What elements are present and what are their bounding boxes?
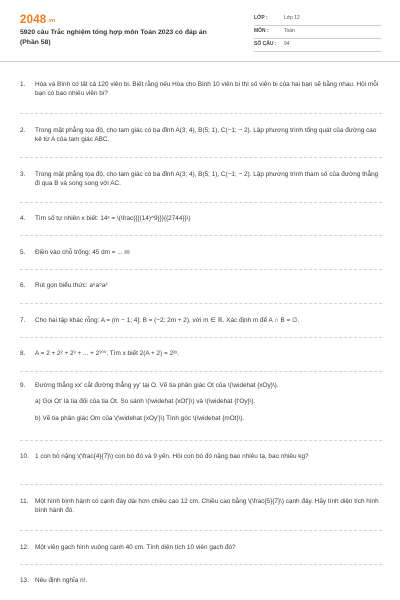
question-divider [20,303,382,304]
question-item: 4. Tìm số tự nhiên x biết: 14ˣ = \(\frac{{{(14)^9}}}{{2744}}\) [20,215,191,222]
question-divider [20,530,382,531]
question-item: 10. 1 con bò nặng \(\frac{4}{7}\) con bò đó và 9 yến. Hỏi con bò đó nặng bao nhiêu tạ, bao nhiêu kg? [20,453,309,460]
question-divider [20,202,382,203]
question-divider [20,157,382,158]
document-header [0,0,400,62]
document-title: 5920 câu Trắc nghiệm tổng hợp môn Toán 2023 có đáp án (Phần 58) [20,29,207,47]
question-item: 13. Nêu định nghĩa n!. [20,577,88,584]
question-item: 9. Đường thẳng xx' cắt đường thẳng yy' tại O. Vẽ tia phân giác Ot của \(\widehat {xOy}\). a) Gọi Ot' là tia đối của tia Ot. So sánh \(\widehat {xOt'}\) và \(\widehat {t'Oy}\). b) Vẽ tia phân giác Om của \(\widehat {xOy'}\) Tính góc \(\widehat {mOt}\). [20,381,382,423]
meta-row-count: SỐ CÂU : 94 [254,39,382,52]
question-divider [20,235,382,236]
meta-row-subject: MÔN : Toán [254,26,382,39]
meta-row-class: LỚP : Lớp 12 [254,13,382,26]
question-item: 3. Trong mặt phẳng tọa độ, cho tam giác có ba đỉnh A(3; 4), B(5; 1), C(−1; − 2). Lập phương trình tham số của đường thẳng đi qua B và song song với AC. [20,171,379,188]
question-item: 1. Hòa và Bình có tất cả 120 viên bi. Biết rằng nếu Hòa cho Bình 10 viên bi thì số viên bi của hai bạn sẽ bằng nhau. Hỏi mỗi bạn có bao nhiêu viên bi? [20,81,379,98]
question-divider [20,440,382,441]
question-divider [20,484,382,485]
question-item: 2. Trong mặt phẳng tọa độ, cho tam giác có ba đỉnh A(3; 4), B(5; 1), C(−1; − 2). Lập phương trình tổng quát của đường cao kẻ từ A của tam giác ABC. [20,127,377,144]
question-item: 12. Một viên gạch hình vuông cạnh 40 cm. Tính diện tích 10 viên gạch đó? [20,544,236,551]
question-item: 11. Một hình bình hành có cạnh đáy dài hơn chiều cao 12 cm. Chiều cao bằng \(\frac{5}{7}\) cạnh đáy. Hãy tính diện tích hình bình hành đó. [20,498,379,515]
site-logo[interactable]: 2048.vn [20,14,56,26]
sub-question: a) Gọi Ot' là tia đối của tia Ot. So sánh \(\widehat {xOt'}\) và \(\widehat {t'Oy}\). [35,398,256,406]
question-divider [20,113,382,114]
question-divider [20,337,382,338]
question-divider [20,564,382,565]
question-item: 7. Cho hai tập khác rỗng: A = (m − 1; 4]; B = (−2; 2m + 2), với m ∈ ℝ. Xác định m để A ∩ B = ∅. [20,317,300,324]
question-item: 6. Rút gọn biểu thức: a⁶a⁵a² [20,282,108,289]
meta-table [254,13,382,52]
sub-question: b) Vẽ tia phân giác Om của \(\widehat {xOy'}\) Tính góc \(\widehat {mOt}\). [35,414,245,422]
question-divider [20,269,382,270]
question-item: 8. A = 2 + 2² + 2³ + ... + 2¹⁰⁰. Tìm x biết 2(A + 2) = 2²ˣ. [20,350,180,357]
question-item: 5. Điền vào chỗ trống: 45 dm = ... m [20,249,130,256]
question-divider [20,371,382,372]
